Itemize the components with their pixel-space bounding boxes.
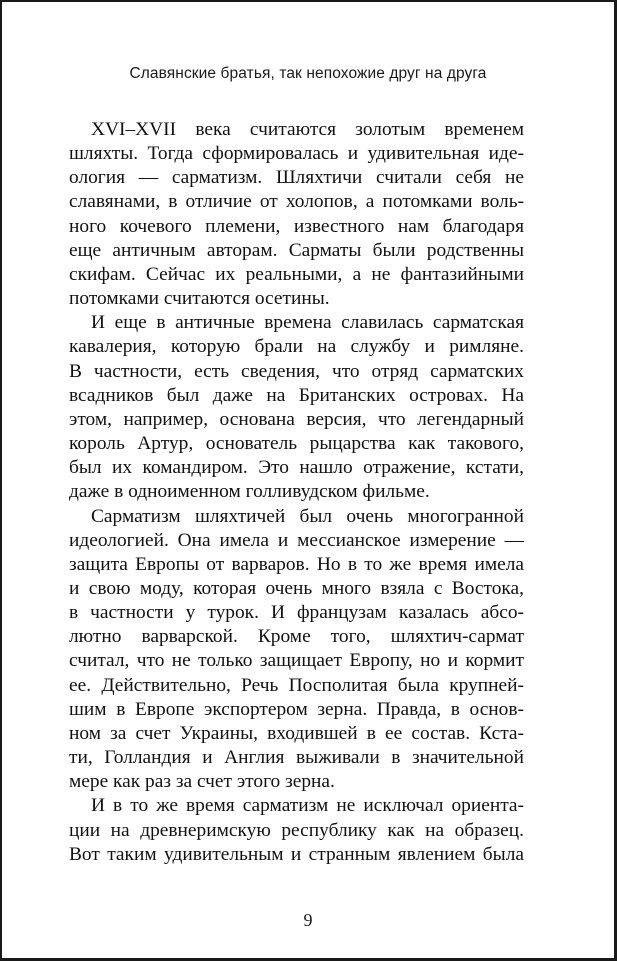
text-line: славянами, в отличие от холопов, а потомками воль- xyxy=(69,191,524,213)
text-line: защита Европы от варваров. Но в то же время имела xyxy=(69,553,524,575)
paragraph xyxy=(69,118,524,311)
text-line: король Артур, основатель рыцарства как такового, xyxy=(69,433,524,455)
text-line: ции на древнеримскую республику как на образец. xyxy=(69,819,524,841)
text-line: ее. Действительно, Речь Посполитая была крупней- xyxy=(69,674,524,696)
text-line: ология — сарматизм. Шляхтичи считали себя не xyxy=(69,167,524,189)
running-head: Славянские братья, так непохожие друг на друга xyxy=(129,65,487,82)
text-line: мере как раз за счет этого зерна. xyxy=(69,771,335,793)
page-number: 9 xyxy=(303,910,313,930)
text-line: XVI–XVII века считаются золотым временем xyxy=(91,119,524,140)
text-line: потомками считаются осетины. xyxy=(69,288,330,310)
text-line: и свою моду, которая очень много взяла с Востока, xyxy=(69,577,524,599)
text-line: даже в одноименном голливудском фильме. xyxy=(69,481,430,503)
text-line: кавалерия, которую брали на службу и римляне. xyxy=(69,336,524,358)
text-line: шим в Европе экспортером зерна. Правда, в основ- xyxy=(69,698,524,720)
text-line: ном за счет Украины, входившей в ее состав. Кста- xyxy=(69,722,524,744)
text-line: Вот таким удивительным и странным явлением была xyxy=(69,843,524,865)
text-line: В частности, есть сведения, что отряд сарматских xyxy=(69,360,524,382)
paragraph xyxy=(69,311,524,504)
text-line: лютно варварской. Кроме того, шляхтич-сармат xyxy=(69,626,524,648)
paragraph xyxy=(69,505,524,795)
paragraph xyxy=(69,794,524,866)
text-line: в частности у турок. И французам казалась абсо- xyxy=(69,602,524,624)
text-line: считал, что не только защищает Европу, но и кормит xyxy=(69,650,524,672)
text-line: еще античным авторам. Сарматы были родственны xyxy=(69,239,524,261)
text-line: всадников был даже на Британских островах. На xyxy=(69,384,524,406)
text-line: И в то же время сарматизм не исключал ориента- xyxy=(91,795,524,817)
text-line: шляхты. Тогда сформировалась и удивительная иде- xyxy=(69,143,524,165)
body-text xyxy=(69,118,524,867)
text-line: И еще в античные времена славилась сарматская xyxy=(91,312,524,334)
text-line: ного кочевого племени, известного нам благодаря xyxy=(69,215,524,237)
text-line: Сарматизм шляхтичей был очень многогранной xyxy=(91,505,524,527)
text-line: скифам. Сейчас их реальными, а не фантазийными xyxy=(69,263,524,285)
text-line: идеологией. Она имела и мессианское измерение — xyxy=(69,529,524,551)
text-line: ти, Голландия и Англия выживали в значительной xyxy=(69,747,524,769)
text-line: был их командиром. Это нашло отражение, кстати, xyxy=(69,457,524,479)
text-line: этом, например, основана версия, что легендарный xyxy=(69,408,524,430)
